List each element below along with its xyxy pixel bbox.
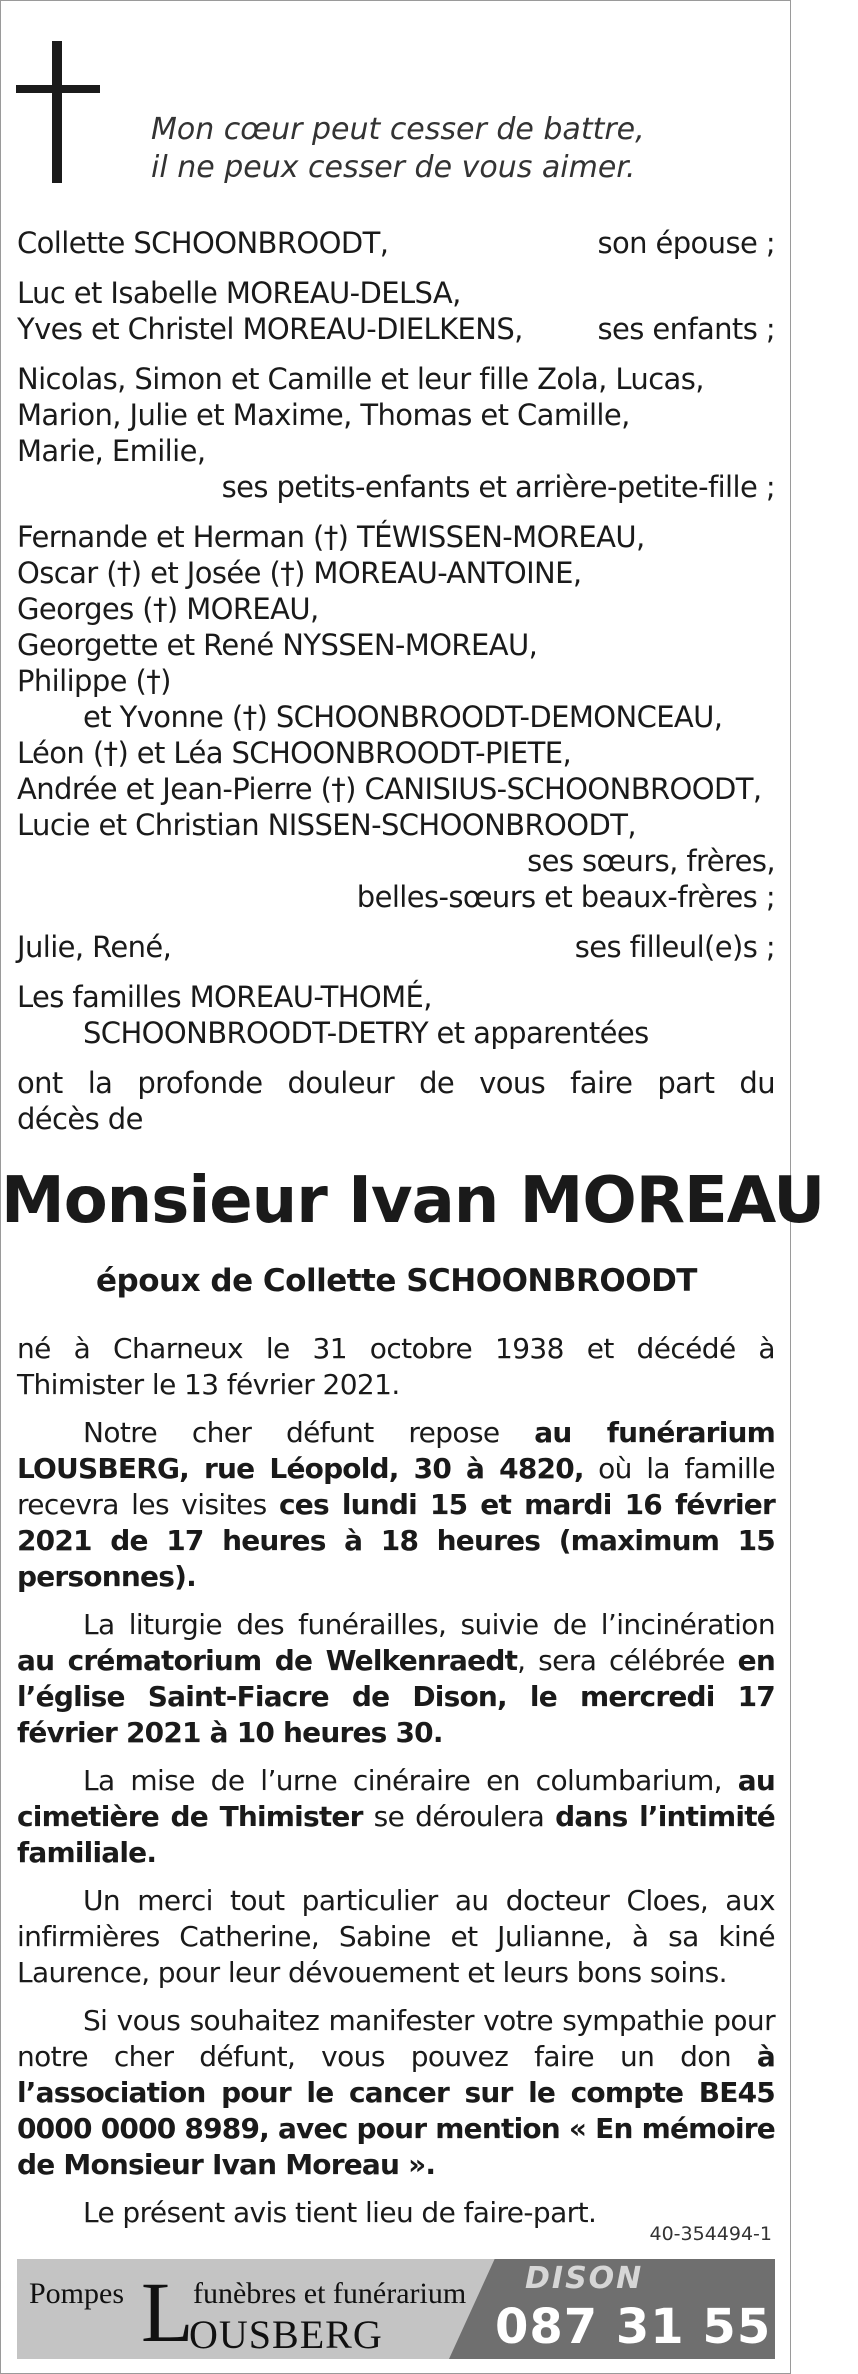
sibling-line: Philippe (†)	[17, 664, 171, 698]
spouse-name: Collette SCHOONBROODT,	[17, 226, 389, 260]
spouse-role: son épouse ;	[597, 226, 775, 260]
text: La mise de l’urne cinéraire en columbarium,	[83, 1764, 738, 1797]
children-role: ses enfants ;	[597, 312, 775, 346]
bold-text: au crématorium de Welkenraedt	[17, 1644, 518, 1677]
brand-name: OUSBERG	[189, 2312, 383, 2357]
text: où la famille recevra les visites	[17, 1452, 775, 1521]
sibling-line: Oscar (†) et Josée (†) MOREAU-ANTOINE,	[17, 556, 582, 590]
notice-body	[17, 1331, 775, 2243]
text: La liturgie des funérailles, suivie de l’incinération	[83, 1608, 775, 1641]
announcement-line: décès de	[17, 1102, 143, 1136]
sibling-line: Lucie et Christian NISSEN-SCHOONBROODT,	[17, 808, 636, 842]
godchildren-role: ses filleul(e)s ;	[574, 930, 775, 964]
bold-text: au funérarium LOUSBERG, rue Léopold, 30 à 4820,	[17, 1416, 775, 1485]
text: , sera célébrée	[517, 1644, 738, 1677]
text: se déroulera	[362, 1800, 556, 1833]
quote-line: Mon cœur peut cesser de battre,	[151, 112, 645, 147]
grandchildren-role: ses petits-enfants et arrière-petite-fille ;	[221, 470, 775, 504]
cross-icon-bar	[16, 85, 100, 93]
grandchildren-line: Nicolas, Simon et Camille et leur fille Zola, Lucas,	[17, 362, 704, 396]
phone-number: 087 31 55 55	[495, 2299, 858, 2355]
bold-text: au cimetière de Thimister	[17, 1764, 775, 1833]
deceased-name: Monsieur Ivan MOREAU	[1, 1164, 825, 1238]
epitaph-quote	[151, 111, 645, 187]
deceased-spouse: époux de Collette SCHOONBROODT	[96, 1263, 697, 1299]
grandchildren-line: Marion, Julie et Maxime, Thomas et Camille,	[17, 398, 630, 432]
families-line: SCHOONBROODT-DETRY et apparentées	[83, 1016, 649, 1050]
families-line: Les familles MOREAU-THOMÉ,	[17, 980, 432, 1014]
pompes-text: Pompes	[29, 2277, 125, 2310]
town-label: DISON	[525, 2261, 644, 2296]
sibling-line: Léon (†) et Léa SCHOONBROODT-PIETE,	[17, 736, 572, 770]
birth-paragraph: né à Charneux le 31 octobre 1938 et décédé à Thimister le 13 février 2021.	[17, 1332, 775, 1401]
bold-text: ces lundi 15 et mardi 16 février 2021 de 17 heures à 18 heures (maximum 15 personnes).	[17, 1488, 776, 1593]
text: Notre cher défunt repose	[83, 1416, 535, 1449]
grandchildren-line: Marie, Emilie,	[17, 434, 206, 468]
funebres-text: funèbres et funérarium	[193, 2277, 467, 2310]
sibling-line: Georgette et René NYSSEN-MOREAU,	[17, 628, 538, 662]
funeral-home-banner	[17, 2259, 858, 2360]
spouse-row	[17, 225, 775, 261]
godchildren-names: Julie, René,	[17, 930, 172, 964]
sibling-line: Fernande et Herman (†) TÉWISSEN-MOREAU,	[17, 520, 645, 554]
funeral-paragraph	[17, 1607, 775, 1751]
sibling-line: Georges (†) MOREAU,	[17, 592, 319, 626]
bold-text: à l’association pour le cancer sur le compte BE45 0000 0000 8989, avec pour mention « En mémoire de Monsieur Ivan Moreau ».	[17, 2040, 775, 2181]
quote-line: il ne peux cesser de vous aimer.	[151, 150, 636, 185]
children-row	[17, 311, 775, 347]
text: Si vous souhaitez manifester votre sympathie pour notre cher défunt, vous pouvez faire un don	[17, 2004, 775, 2073]
announcement-line: ont la profonde douleur de vous faire part du	[17, 1066, 775, 1100]
child-line: Yves et Christel MOREAU-DIELKENS,	[17, 312, 523, 346]
thanks-paragraph: Un merci tout particulier au docteur Cloes, aux infirmières Catherine, Sabine et Julianne, à sa kiné Laurence, pour leur dévouement et leurs bons soins.	[17, 1884, 775, 1989]
family-list	[17, 225, 775, 1137]
columbarium-paragraph	[17, 1763, 775, 1871]
bold-text: dans l’intimité familiale.	[17, 1800, 775, 1869]
brand-initial: L	[141, 2264, 194, 2360]
siblings-role: ses sœurs, frères,	[527, 844, 775, 878]
bold-text: en l’église Saint-Fiacre de Dison, le mercredi 17 février 2021 à 10 heures 30.	[17, 1644, 775, 1749]
donation-paragraph	[17, 2003, 775, 2183]
child-line: Luc et Isabelle MOREAU-DELSA,	[17, 276, 461, 310]
sibling-line: et Yvonne (†) SCHOONBROODT-DEMONCEAU,	[83, 700, 723, 734]
closing-line: Le présent avis tient lieu de faire-part.	[83, 2196, 597, 2229]
siblings-role: belles-sœurs et beaux-frères ;	[356, 880, 775, 914]
sibling-line: Andrée et Jean-Pierre (†) CANISIUS-SCHOONBROODT,	[17, 772, 762, 806]
visitation-paragraph	[17, 1415, 775, 1595]
reference-number: 40-354494-1	[649, 2223, 772, 2245]
godchildren-row	[17, 929, 775, 965]
cross-icon	[52, 41, 62, 183]
